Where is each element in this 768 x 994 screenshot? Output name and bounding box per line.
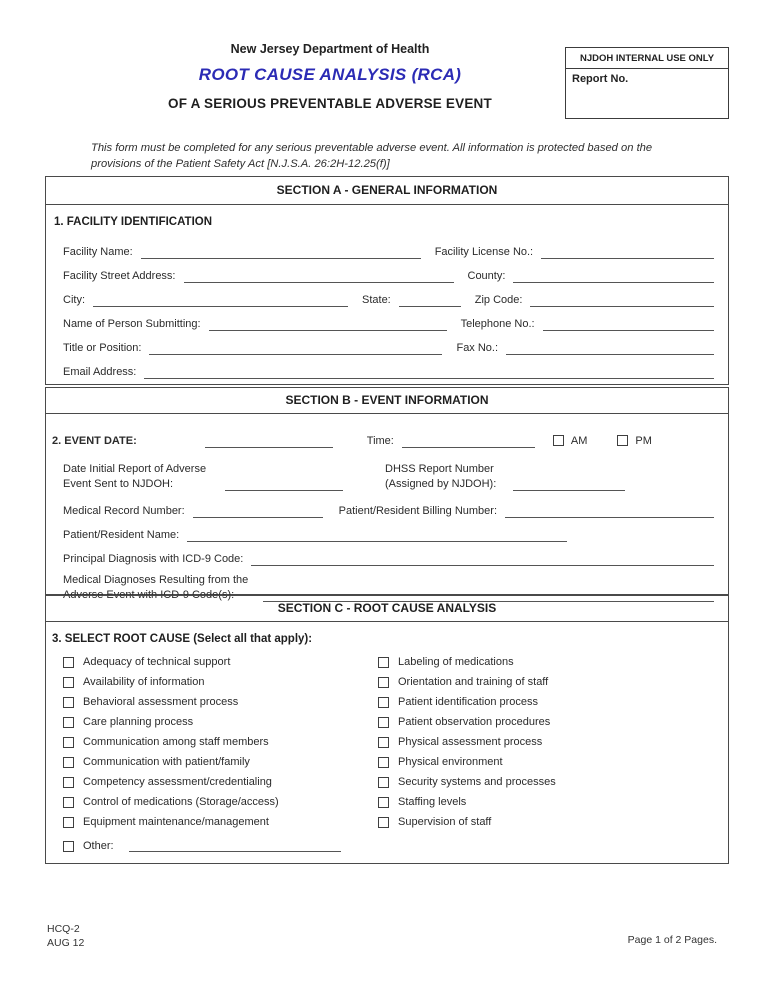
internal-use-title: NJDOH INTERNAL USE ONLY (566, 48, 728, 69)
option-label: Physical environment (398, 756, 503, 768)
other-input[interactable] (129, 840, 341, 852)
form-title: ROOT CAUSE ANALYSIS (RCA) (198, 65, 462, 84)
root-cause-left-column (63, 652, 378, 856)
checkbox[interactable] (378, 797, 389, 808)
zip-code-label: Zip Code: (474, 294, 523, 306)
email-address-input[interactable] (144, 365, 714, 379)
header-block (45, 42, 615, 111)
option-row (63, 672, 378, 692)
option-row (378, 752, 714, 772)
checkbox[interactable] (63, 777, 74, 788)
option-label: Equipment maintenance/management (83, 816, 269, 828)
title-or-position-label: Title or Position: (63, 342, 142, 354)
fax-no-label: Fax No.: (456, 342, 499, 354)
option-row (378, 772, 714, 792)
medical-record-number-input[interactable] (193, 504, 323, 518)
event-date-label: 2. EVENT DATE: (52, 435, 137, 447)
option-label: Adequacy of technical support (83, 656, 231, 668)
telephone-no-label: Telephone No.: (460, 318, 535, 330)
time-label: Time: (366, 435, 394, 447)
telephone-no-input[interactable] (543, 317, 714, 331)
patient-name-row (63, 518, 714, 542)
checkbox[interactable] (378, 817, 389, 828)
am-checkbox[interactable] (553, 435, 564, 446)
patient-name-input[interactable] (187, 528, 567, 542)
title-or-position-input[interactable] (149, 341, 442, 355)
other-checkbox[interactable] (63, 841, 74, 852)
option-label: Care planning process (83, 716, 194, 728)
pm-checkbox[interactable] (617, 435, 628, 446)
option-label: Communication with patient/family (83, 756, 250, 768)
facility-street-address-input[interactable] (184, 269, 454, 283)
form-code: HCQ-2 (47, 923, 80, 935)
checkbox[interactable] (378, 757, 389, 768)
principal-diagnosis-input[interactable] (251, 552, 714, 566)
facility-name-input[interactable] (141, 245, 421, 259)
checkbox[interactable] (63, 697, 74, 708)
pm-label: PM (635, 435, 652, 447)
county-label: County: (467, 270, 506, 282)
option-label: Patient identification process (398, 696, 539, 708)
county-input[interactable] (513, 269, 714, 283)
initial-report-row (63, 451, 714, 491)
street-address-row (63, 259, 714, 283)
principal-diagnosis-label: Principal Diagnosis with ICD-9 Code: (63, 553, 244, 565)
facility-name-label: Facility Name: (63, 246, 133, 258)
option-row (63, 772, 378, 792)
option-label: Control of medications (Storage/access) (83, 796, 279, 808)
option-label: Patient observation procedures (398, 716, 551, 728)
checkbox[interactable] (378, 737, 389, 748)
patient-name-label: Patient/Resident Name: (63, 529, 180, 541)
option-row (378, 732, 714, 752)
option-label: Labeling of medications (398, 656, 514, 668)
section-c-header: SECTION C - ROOT CAUSE ANALYSIS (45, 595, 729, 622)
select-root-cause-heading: 3. SELECT ROOT CAUSE (Select all that apply): (52, 633, 313, 645)
section-a (45, 176, 729, 385)
option-row (378, 812, 714, 832)
billing-number-input[interactable] (505, 504, 714, 518)
option-row (378, 712, 714, 732)
root-cause-options (63, 652, 714, 856)
checkbox[interactable] (63, 677, 74, 688)
checkbox[interactable] (63, 817, 74, 828)
medical-record-number-label: Medical Record Number: (63, 505, 185, 517)
option-label: Security systems and processes (398, 776, 556, 788)
date-initial-report-input[interactable] (225, 477, 343, 491)
option-label: Staffing levels (398, 796, 467, 808)
form-subtitle: OF A SERIOUS PREVENTABLE ADVERSE EVENT (168, 96, 492, 111)
option-row (63, 732, 378, 752)
option-label: Supervision of staff (398, 816, 492, 828)
email-row (63, 355, 714, 379)
time-input[interactable] (402, 434, 535, 448)
option-row (63, 812, 378, 832)
person-submitting-row (63, 307, 714, 331)
checkbox[interactable] (63, 717, 74, 728)
zip-code-input[interactable] (530, 293, 714, 307)
form-revision: AUG 12 (47, 937, 85, 950)
internal-use-box (565, 47, 729, 119)
facility-name-row (63, 235, 714, 259)
option-row (378, 672, 714, 692)
facility-street-address-label: Facility Street Address: (63, 270, 176, 282)
section-b (45, 387, 729, 601)
city-label: City: (63, 294, 85, 306)
option-row (63, 712, 378, 732)
option-row (378, 692, 714, 712)
email-address-label: Email Address: (63, 366, 137, 378)
checkbox[interactable] (378, 677, 389, 688)
option-label: Availability of information (83, 676, 205, 688)
checkbox[interactable] (63, 757, 74, 768)
facility-license-no-input[interactable] (541, 245, 714, 259)
checkbox[interactable] (378, 717, 389, 728)
state-input[interactable] (399, 293, 461, 307)
person-submitting-label: Name of Person Submitting: (63, 318, 201, 330)
option-label: Physical assessment process (398, 736, 543, 748)
checkbox[interactable] (63, 657, 74, 668)
fax-no-input[interactable] (506, 341, 714, 355)
instruction-note: This form must be completed for any serious preventable adverse event. All information is protected based on the provisions of the Patient Safety Act [N.J.S.A. 26:2H-12.25(f)] (91, 142, 653, 170)
billing-number-label: Patient/Resident Billing Number: (338, 505, 498, 517)
option-row (63, 752, 378, 772)
department-title: New Jersey Department of Health (230, 42, 430, 56)
section-b-body (45, 414, 729, 601)
dhss-report-number-label: DHSS Report Number (Assigned by NJDOH): (385, 463, 497, 490)
checkbox[interactable] (378, 777, 389, 788)
option-label: Orientation and training of staff (398, 676, 549, 688)
checkbox[interactable] (378, 697, 389, 708)
person-submitting-input[interactable] (209, 317, 447, 331)
page-number: Page 1 of 2 Pages. (627, 934, 717, 946)
other-option-row (63, 836, 378, 856)
section-a-body (45, 205, 729, 385)
option-row (378, 792, 714, 812)
state-label: State: (362, 294, 391, 306)
city-state-zip-row (63, 283, 714, 307)
city-input[interactable] (93, 293, 348, 307)
facility-license-no-label: Facility License No.: (434, 246, 534, 258)
checkbox[interactable] (63, 737, 74, 748)
date-initial-report-label: Date Initial Report of Adverse Event Sent to NJDOH: (63, 463, 207, 490)
checkbox[interactable] (63, 797, 74, 808)
section-c-body (45, 622, 729, 864)
option-label: Communication among staff members (83, 736, 269, 748)
other-label: Other: (83, 840, 114, 852)
option-label: Behavioral assessment process (83, 696, 239, 708)
section-b-header: SECTION B - EVENT INFORMATION (45, 387, 729, 414)
event-date-input[interactable] (205, 434, 333, 448)
section-a-header: SECTION A - GENERAL INFORMATION (45, 176, 729, 205)
option-row (63, 692, 378, 712)
principal-diagnosis-row (63, 542, 714, 566)
option-row (63, 792, 378, 812)
section-c (45, 595, 729, 864)
event-date-row (52, 420, 714, 448)
dhss-report-number-input[interactable] (513, 477, 625, 491)
am-label: AM (570, 435, 588, 447)
medical-diagnoses-label: Medical Diagnoses Resulting from the Adverse Event with ICD-9 Code(s): (63, 574, 249, 601)
checkbox[interactable] (378, 657, 389, 668)
root-cause-right-column (378, 652, 714, 856)
option-row (63, 652, 378, 672)
medical-record-row (63, 491, 714, 518)
report-no-label: Report No. (572, 73, 629, 85)
facility-identification-heading: 1. FACILITY IDENTIFICATION (54, 216, 213, 228)
option-label: Competency assessment/credentialing (83, 776, 272, 788)
title-position-row (63, 331, 714, 355)
form-code-block (47, 922, 84, 950)
option-row (378, 652, 714, 672)
